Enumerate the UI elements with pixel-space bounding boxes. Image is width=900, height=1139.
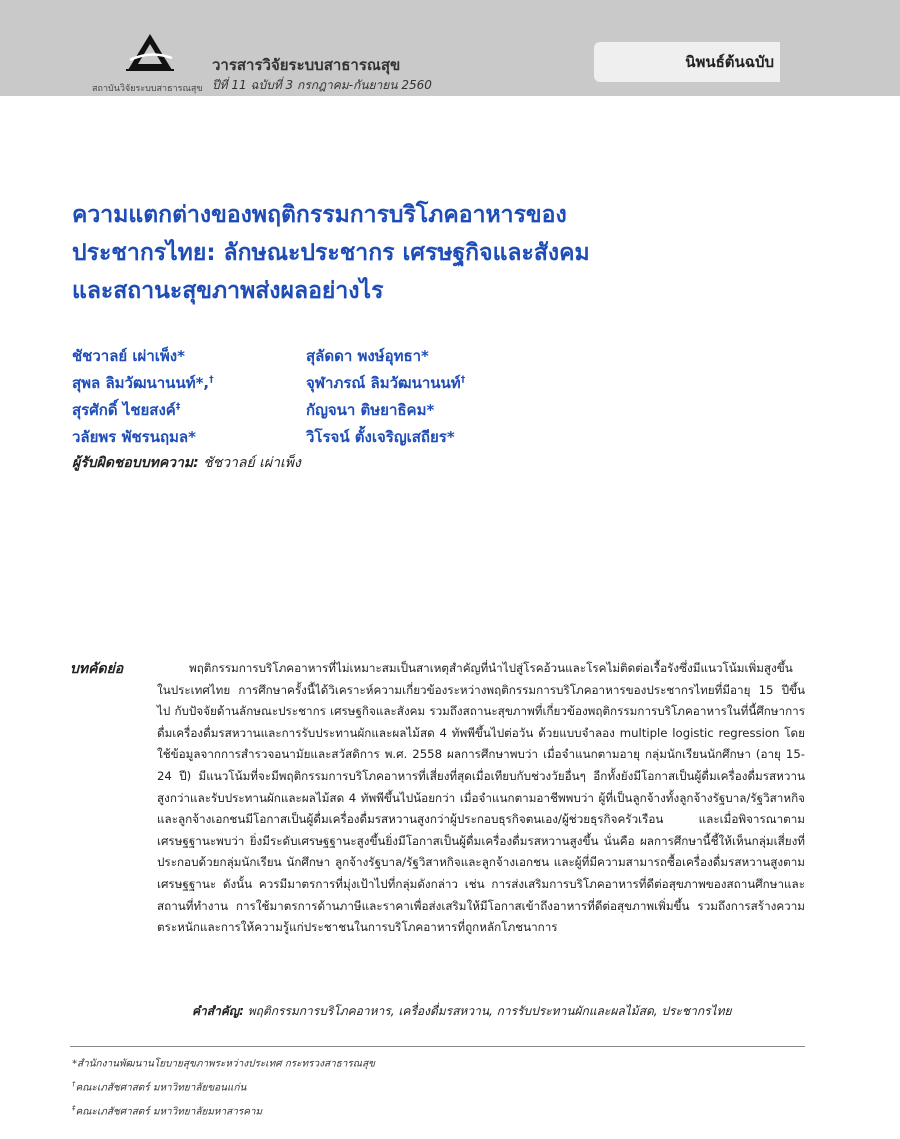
footnote: †คณะเภสัชศาสตร์ มหาวิทยาลัยขอนแก่น [72,1080,247,1094]
abstract-text: พฤติกรรมการบริโภคอาหารที่ไม่เหมาะสมเป็นสาเหตุสำคัญที่นำไปสู่โรคอ้วนและโรคไม่ติดต่อเรื้อรังซึ่งมีแนวโน้มเพิ่มสูงขึ้นในประเทศไทย การศึกษาครั้งนี้ได้วิเคราะห์ความเกี่ยวข้องระหว่างพฤติกรรมการบริโภคอาหารของประชากรไทยที่มีอายุ 15 ปีขึ้นไป กับปัจจัยด้านลักษณะประชากร เศรษฐกิจและสังคม รวมถึงสถานะสุขภาพที่เกี่ยวข้องพฤติกรรมการบริโภคอาหารในที่นี้ศึกษาการดื่มเครื่องดื่มรสหวานและการรับประทานผักและผลไม้สด 4 ทัพพีขึ้นไปต่อวัน ด้วยแบบจำลอง multiple logistic regression โดยใช้ข้อมูลจากการสำรวจอนามัยและสวัสดิการ พ.ศ. 2558 ผลการศึกษาพบว่า เมื่อจำแนกตามอายุ กลุ่มนักเรียนนักศึกษา (อายุ 15-24 ปี) มีแนวโน้มที่จะมีพฤติกรรมการบริโภคอาหารที่เสี่ยงที่สุดเมื่อเทียบกับช่วงวัยอื่นๆ อีกทั้งยังมีโอกาสเป็นผู้ดื่มเครื่องดื่มรสหวานสูงกว่าและรับประทานผักและผลไม้สด 4 ทัพพีขึ้นไปน้อยกว่า เมื่อจำแนกตามอาชีพพบว่า ผู้ที่เป็นลูกจ้างทั้งลูกจ้างรัฐบาล/รัฐวิสาหกิจและลูกจ้างเอกชนมีโอกาสเป็นผู้ดื่มเครื่องดื่มรสหวานสูงกว่าผู้ประกอบธุรกิจตนเอง/ผู้ช่วยธุรกิจครัวเรือน และเมื่อพิจารณาตามเศรษฐฐานะพบว่า ยิ่งมีระดับเศรษฐฐานะสูงขึ้นยิ่งมีโอกาสเป็นผู้ดื่มเครื่องดื่มรสหวานสูงขึ้น นั่นคือ ผลการศึกษานี้ชี้ให้เห็นกลุ่มเสี่ยงที่ประกอบด้วยกลุ่มนักเรียน นักศึกษา ลูกจ้างรัฐบาล/รัฐวิสาหกิจและลูกจ้างเอกชน และผู้ที่มีความสามารถซื้อเครื่องดื่มรสหวานสูงตามเศรษฐฐานะ ดังนั้น ควรมีมาตรการที่มุ่งเป้าไปที่กลุ่มดังกล่าว เช่น การส่งเสริมการบริโภคอาหารที่ดีต่อสุขภาพของสถานศึกษาและสถานที่ทำงาน การใช้มาตรการด้านภาษีและราคาเพื่อส่งเสริมให้มีโอกาสเข้าถึงอาหารที่ดีต่อสุขภาพเพิ่มขึ้น รวมถึงการสร้างความตระหนักและการให้ความรู้แก่ประชาชนในการบริโภคอาหารที่ถูกหลักโภชนาการ [157,661,805,935]
abstract-label: บทคัดย่อ [70,661,124,677]
author: กัญจนา ติษยาธิคม* [306,401,435,419]
issue-info: ปีที่ 11 ฉบับที่ 3 กรกฎาคม-กันยายน 2560 [212,78,432,92]
title-line: ความแตกต่างของพฤติกรรมการบริโภคอาหารของ [72,202,567,228]
title-line: และสถานะสุขภาพส่งผลอย่างไร [72,278,384,304]
page-header [0,0,900,96]
author: วิโรจน์ ตั้งเจริญเสถียร* [306,428,455,446]
corresponding-author: ผู้รับผิดชอบบทความ: ชัชวาลย์ เผ่าเพ็ง [72,455,301,471]
article-title [72,196,832,310]
journal-name: วารสารวิจัยระบบสาธารณสุข [212,56,401,74]
author: วลัยพร พัชรนฤมล* [72,428,196,446]
title-line: ประชากรไทย: ลักษณะประชากร เศรษฐกิจและสังคม [72,240,590,266]
author: สุรศักดิ์ ไชยสงค์‡ [72,401,181,419]
footnote: *สำนักงานพัฒนานโยบายสุขภาพระหว่างประเทศ กระทรวงสาธารณสุข [72,1058,376,1070]
author: สุพล ลิมวัฒนานนท์*,† [72,374,214,392]
keywords: คำสำคัญ: พฤติกรรมการบริโภคอาหาร, เครื่องดื่มรสหวาน, การรับประทานผักและผลไม้สด, ประชากรไทย [192,1004,732,1018]
article-type-tab: นิพนธ์ต้นฉบับ [594,42,780,82]
author: จุฬาภรณ์ ลิมวัฒนานนท์† [306,374,466,392]
author: สุลัดดา พงษ์อุทธา* [306,347,429,365]
institute-name: สถาบันวิจัยระบบสาธารณสุข [92,84,203,94]
footnote: ‡คณะเภสัชศาสตร์ มหาวิทยาลัยมหาสารคาม [72,1104,263,1118]
institute-logo-icon [120,30,180,78]
author: ชัชวาลย์ เผ่าเพ็ง* [72,347,185,365]
footnote-divider [70,1046,805,1047]
